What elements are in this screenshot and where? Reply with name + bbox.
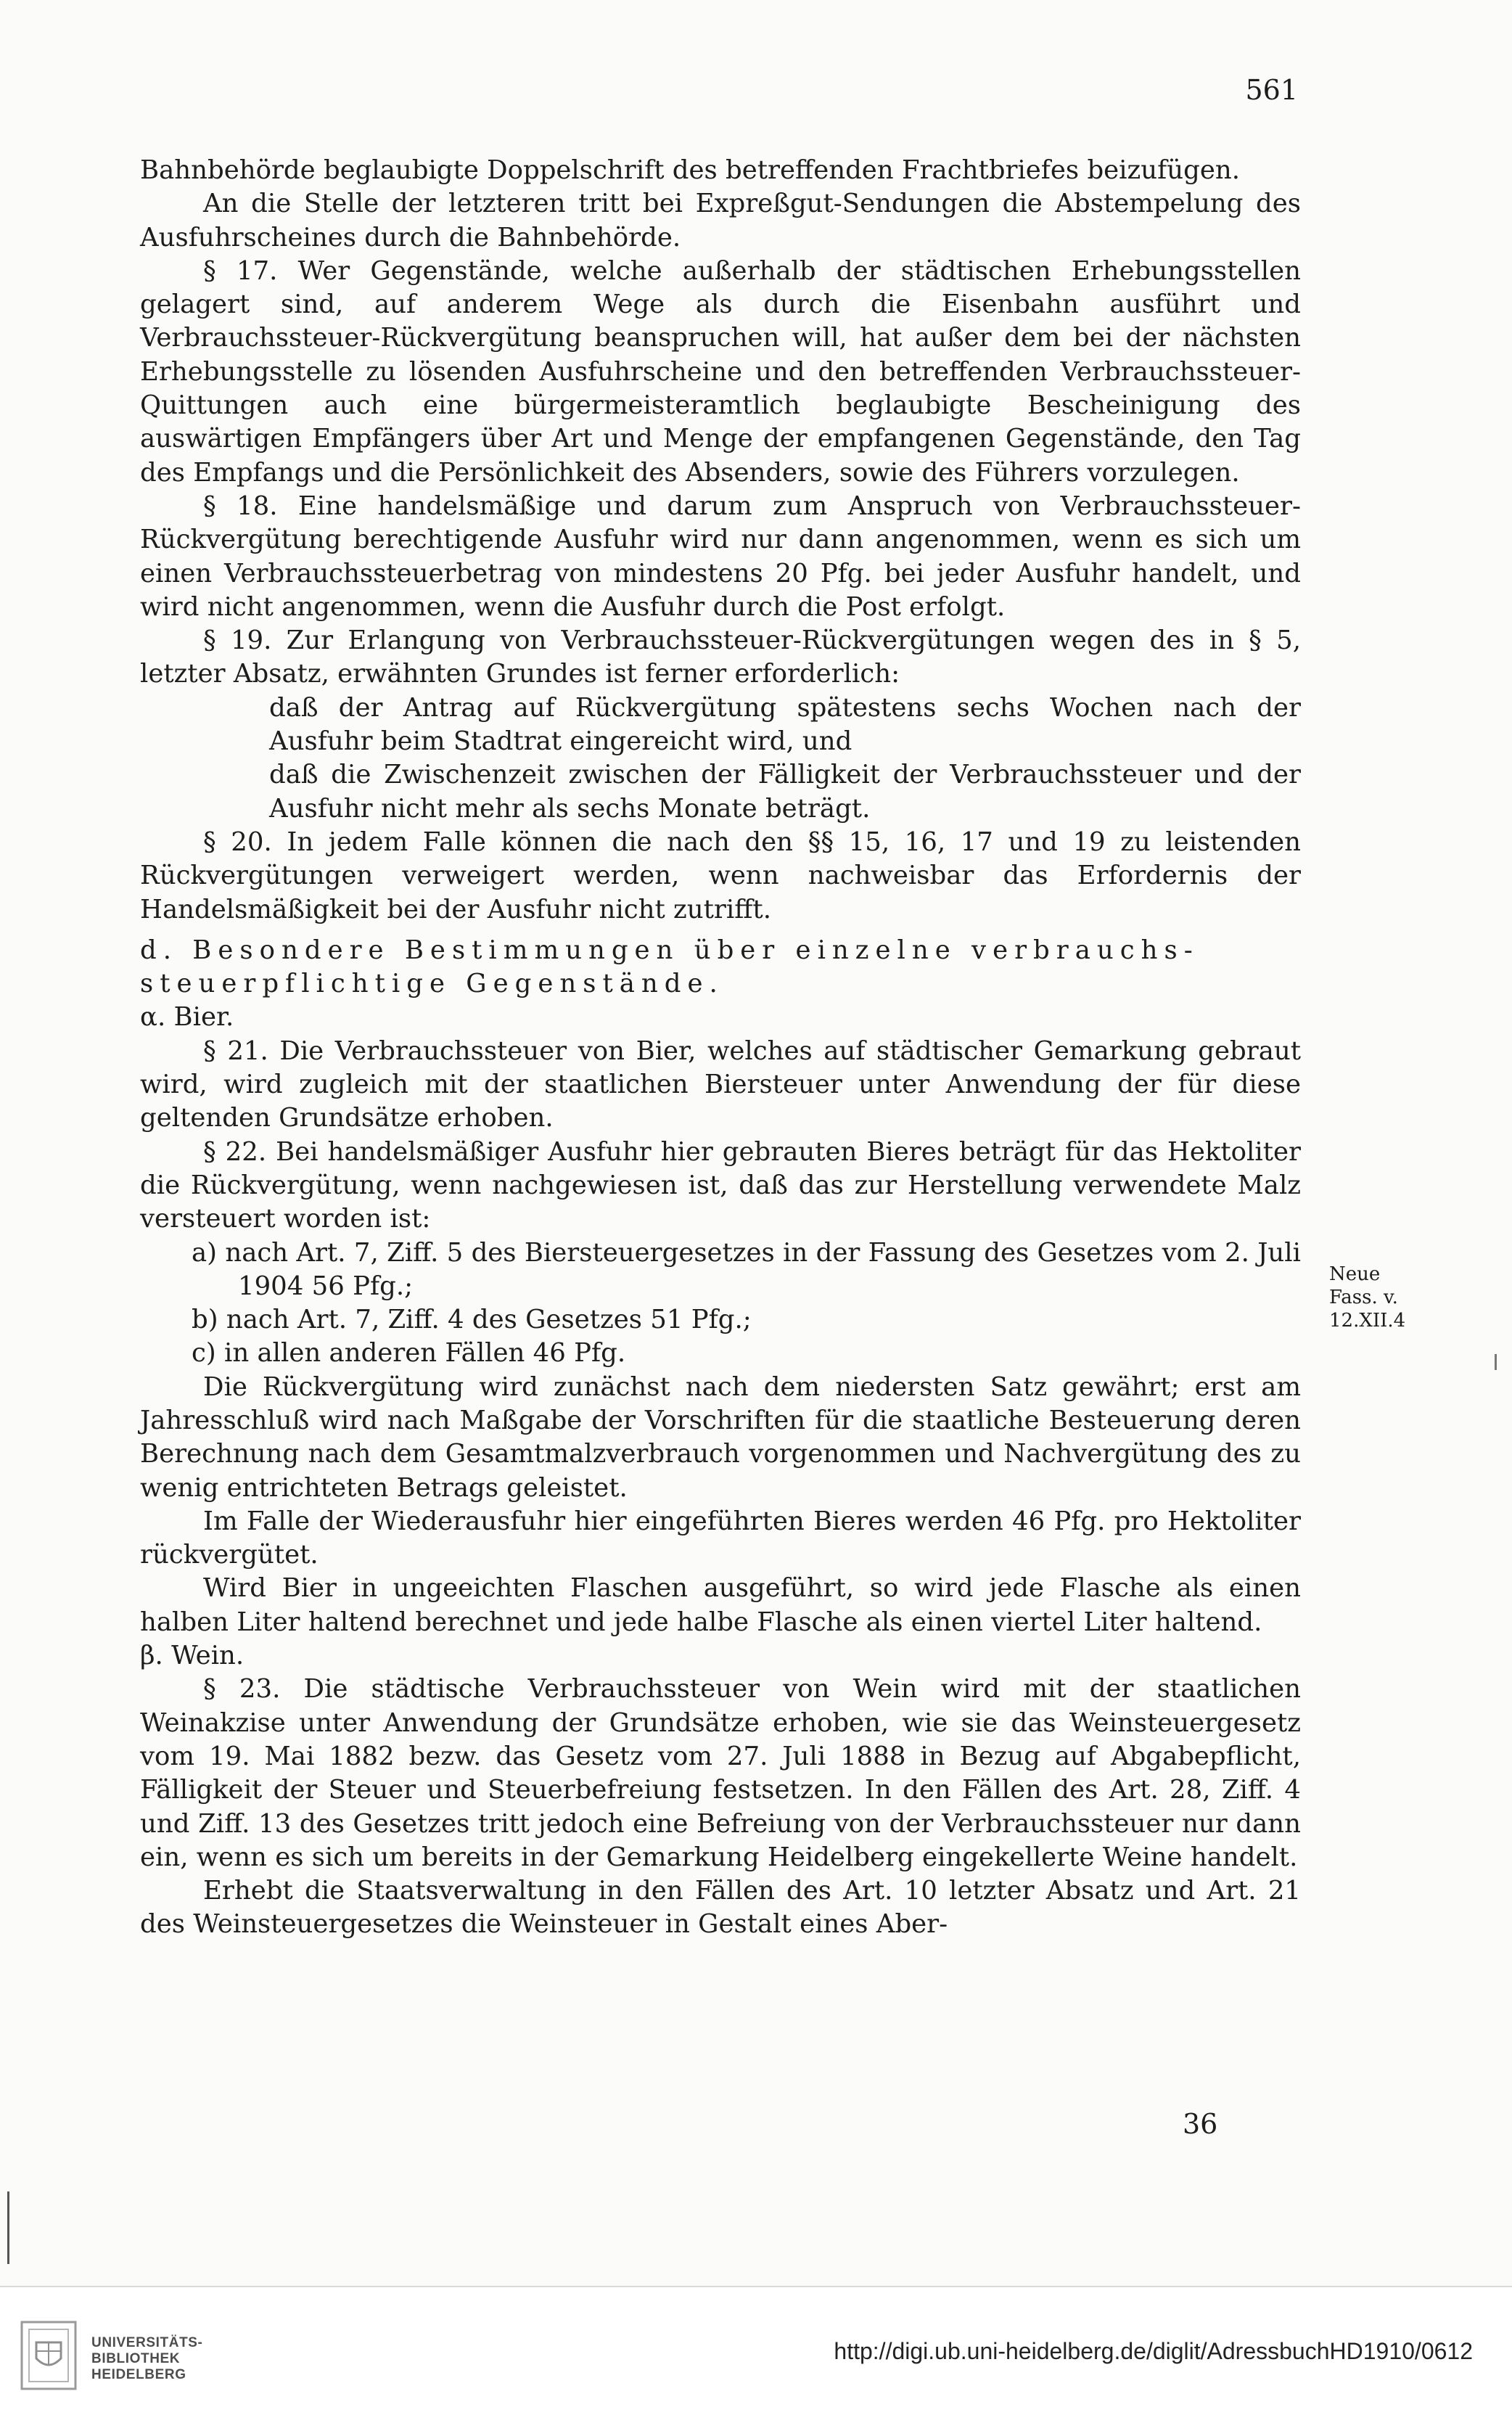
list-item-c: c) in allen anderen Fällen 46 Pfg. xyxy=(192,1338,626,1369)
margin-note-line2: Fass. v. xyxy=(1329,1287,1398,1308)
margin-note xyxy=(1329,1263,1445,1332)
library-name-line1: UNIVERSITÄTS- xyxy=(91,2335,203,2350)
paragraph-section-22: § 22. Bei handelsmäßiger Ausfuhr hier gebrauten Bieres beträgt für das Hektoliter die Rückvergütung, wenn nachgewiesen ist, daß das zur Herstellung verwendete Malz versteuert worden ist: xyxy=(140,1136,1301,1234)
paragraph-wine-administration: Erhebt die Staatsverwaltung in den Fällen des Art. 10 letzter Absatz und Art. 21 des Weinsteuergesetzes die Weinsteuer in Gestalt eines Aber- xyxy=(140,1876,1301,1940)
condition-1: daß der Antrag auf Rückvergütung spätestens sechs Wochen nach der Ausfuhr beim Stadtrat eingereicht wird, und xyxy=(269,692,1301,757)
heading-wine: β. Wein. xyxy=(140,1641,245,1671)
paragraph-section-18: § 18. Eine handelsmäßige und darum zum Anspruch von Verbrauchssteuer-Rückvergütung berechtigende Ausfuhr wird nur dann angenommen, wenn es sich um einen Verbrauchssteuerbetrag von mindestens 20 Pfg. bei jeder Ausfuhr handelt, und wird nicht angenommen, wenn die Ausfuhr durch die Post erfolgt. xyxy=(140,491,1301,622)
section-heading-line2: steuerpflichtige Gegenstände. xyxy=(140,969,724,999)
margin-note-line3: 12.XII.4 xyxy=(1329,1310,1406,1332)
paragraph-0: Bahnbehörde beglaubigte Doppelschrift des betreffenden Frachtbriefes beizufügen. xyxy=(140,155,1240,185)
document-body xyxy=(140,154,1301,1942)
margin-mark xyxy=(1495,1354,1497,1370)
paragraph-section-20: § 20. In jedem Falle können die nach den §§ 15, 16, 17 und 19 zu leistenden Rückvergütungen verweigert werden, wenn nachweisbar das Erfordernis der Handelsmäßigkeit bei der Ausfuhr nicht zutrifft. xyxy=(140,827,1301,924)
page-number: 561 xyxy=(1245,74,1298,106)
university-seal-icon xyxy=(16,2308,81,2402)
paragraph-section-23: § 23. Die städtische Verbrauchssteuer von Wein wird mit der staatlichen Weinakzise unter Anwendung der Grundsätze erhoben, wie sie das Weinsteuergesetz vom 19. Mai 1882 bezw. das Gesetz vom 27. Juli 1888 in Bezug auf Abgabepflicht, Fälligkeit der Steuer und Steuerbefreiung festsetzen. In den Fällen des Art. 28, Ziff. 4 und Ziff. 13 des Gesetzes tritt jedoch eine Befreiung von der Verbrauchssteuer nur dann ein, wenn es sich um bereits in der Gemarkung Heidelberg eingekellerte Weine handelt. xyxy=(140,1674,1301,1872)
paragraph-beer-bottles: Wird Bier in ungeeichten Flaschen ausgeführt, so wird jede Flasche als einen halben Liter haltend berechnet und jede halbe Flasche als einen viertel Liter haltend. xyxy=(140,1573,1301,1637)
section-heading-line1: d. Besondere Bestimmungen über einzelne verbrauchs- xyxy=(140,935,1199,965)
library-name-line3: HEIDELBERG xyxy=(91,2367,186,2382)
heading-beer: α. Bier. xyxy=(140,1002,234,1033)
paragraph-1: An die Stelle der letzteren tritt bei Expreßgut-Sendungen die Abstempelung des Ausfuhrscheines durch die Bahnbehörde. xyxy=(140,189,1301,253)
source-url-link[interactable]: http://digi.ub.uni-heidelberg.de/diglit/AdressbuchHD1910/0612 xyxy=(834,2338,1473,2364)
paragraph-section-17: § 17. Wer Gegenstände, welche außerhalb der städtischen Erhebungsstellen gelagert sind, auf anderem Wege als durch die Eisenbahn ausführt und Verbrauchssteuer-Rückvergütung beanspruchen will, hat außer dem bei der nächsten Erhebungsstelle zu lösenden Ausfuhrscheine und den betreffenden Verbrauchssteuer-Quittungen auch eine bürgermeisteramtlich beglaubigte Bescheinigung des auswärtigen Empfängers über Art und Menge der empfangenen Gegenstände, den Tag des Empfangs und die Persönlichkeit des Absenders, sowie des Führers vorzulegen. xyxy=(140,255,1301,488)
library-name-line2: BIBLIOTHEK xyxy=(91,2351,181,2366)
list-item-b: b) nach Art. 7, Ziff. 4 des Gesetzes 51 Pfg.; xyxy=(192,1305,752,1335)
sheet-number: 36 xyxy=(1183,2108,1218,2140)
list-item-a: a) nach Art. 7, Ziff. 5 des Biersteuergesetzes in der Fassung des Gesetzes vom 2. Juli 1904 56 Pfg.; xyxy=(192,1237,1301,1301)
paragraph-beer-reexport: Im Falle der Wiederausfuhr hier eingeführten Bieres werden 46 Pfg. pro Hektoliter rückvergütet. xyxy=(140,1506,1301,1570)
binding-edge-line xyxy=(7,2191,9,2264)
paragraph-section-21: § 21. Die Verbrauchssteuer von Bier, welches auf städtischer Gemarkung gebraut wird, wird zugleich mit der staatlichen Biersteuer unter Anwendung der für diese geltenden Grundsätze erhoben. xyxy=(140,1035,1301,1133)
paragraph-section-19: § 19. Zur Erlangung von Verbrauchssteuer-Rückvergütungen wegen des in § 5, letzter Absatz, erwähnten Grundes ist ferner erforderlich: xyxy=(140,626,1301,689)
condition-2: daß die Zwischenzeit zwischen der Fälligkeit der Verbrauchssteuer und der Ausfuhr nicht mehr als sechs Monate beträgt. xyxy=(269,760,1301,824)
paragraph-beer-refund: Die Rückvergütung wird zunächst nach dem niedersten Satz gewährt; erst am Jahresschluß wird nach Maßgabe der Vorschriften für die staatliche Besteuerung deren Berechnung nach dem Gesamtmalzverbrauch vorgenommen und Nachvergütung des zu wenig entrichteten Betrags geleistet. xyxy=(140,1371,1301,1503)
margin-note-line1: Neue xyxy=(1329,1263,1381,1285)
library-name xyxy=(91,2335,202,2383)
